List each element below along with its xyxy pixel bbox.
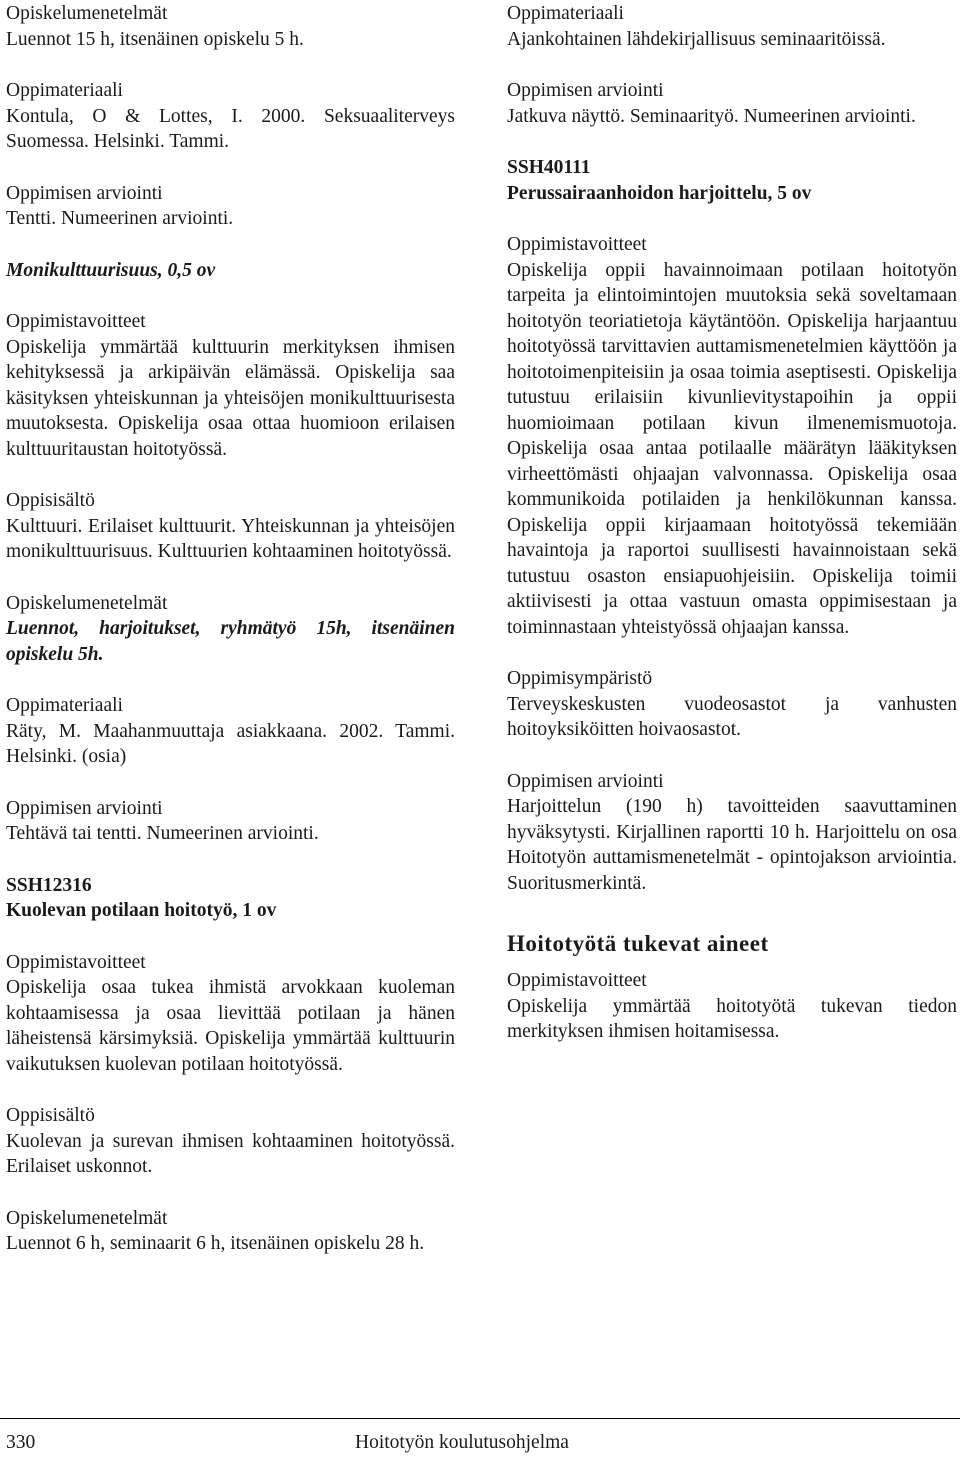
section-text: Ajankohtainen lähdekirjallisuus seminaaritöissä. <box>507 28 886 50</box>
course-title: Monikulttuurisuus, 0,5 ov <box>6 259 216 281</box>
assessment-section <box>507 78 957 129</box>
section-label: Opiskelumenetelmät <box>6 3 168 24</box>
section-label: Oppimistavoitteet <box>507 234 647 255</box>
learning-objectives-section <box>6 309 455 462</box>
section-label: Oppimisen arviointi <box>507 770 664 792</box>
footer-divider <box>0 1418 960 1419</box>
course-title: Perussairaanhoidon harjoittelu, 5 ov <box>507 182 812 204</box>
course-heading <box>507 155 957 206</box>
section-text: Räty, M. Maahanmuuttaja asiakkaana. 2002. Tammi. Helsinki. (osia) <box>6 720 455 767</box>
course-title: Kuolevan potilaan hoitotyö, 1 ov <box>6 900 277 921</box>
running-title: Hoitotyön koulutusohjelma <box>355 1432 569 1453</box>
assessment-section <box>507 769 957 897</box>
section-text: Luennot, harjoitukset, ryhmätyö 15h, itsenäinen opiskelu 5h. <box>6 618 455 665</box>
section-label: Opiskelumenetelmät <box>6 592 168 614</box>
section-label: Oppimateriaali <box>6 695 123 716</box>
section-label: Oppimistavoitteet <box>6 311 146 332</box>
course-code: SSH12316 <box>6 874 92 896</box>
section-text: Kuolevan ja surevan ihmisen kohtaaminen hoitotyössä. Erilaiset uskonnot. <box>6 1130 455 1177</box>
section-label: Oppimisen arviointi <box>6 182 163 204</box>
learning-objectives-section <box>507 232 957 640</box>
section-text: Opiskelija ymmärtää hoitotyötä tukevan tiedon merkityksen ihmisen hoitamisessa. <box>507 995 957 1042</box>
section-text: Terveyskeskusten vuodeosastot ja vanhusten hoitoyksiköitten hoivaosastot. <box>507 693 957 740</box>
section-text: Opiskelija ymmärtää kulttuurin merkityksen ihmisen kehityksessä ja arkipäivän elämässä. Opiskelija saa käsityksen yhteiskunnan ja yhteisöjen monikulttuurisesta muutoksesta. Opiskelija osaa ottaa huomioon erilaisen kulttuuritaustan hoitotyössä. <box>6 336 455 460</box>
course-heading <box>6 873 455 924</box>
section-text: Kontula, O & Lottes, I. 2000. Seksuaaliterveys Suomessa. Helsinki. Tammi. <box>6 105 455 152</box>
section-text: Opiskelija osaa tukea ihmistä arvokkaan kuoleman kohtaamisessa ja osaa lievittää potilaan ja hänen läheistensä kärsimyksiä. Opiskelija ymmärtää kulttuurin vaikutuksen kuolevan potilaan hoitotyössä. <box>6 977 455 1075</box>
section-label: Opiskelumenetelmät <box>6 1207 168 1229</box>
subject-area-heading <box>507 930 957 958</box>
section-label: Oppimateriaali <box>6 80 123 101</box>
section-text: Kulttuuri. Erilaiset kulttuurit. Yhteiskunnan ja yhteisöjen monikulttuurisuus. Kulttuurien kohtaaminen hoitotyössä. <box>6 515 455 562</box>
section-text: Jatkuva näyttö. Seminaarityö. Numeerinen arviointi. <box>507 105 916 127</box>
section-label: Oppimisen arviointi <box>6 797 163 819</box>
section-label: Oppimistavoitteet <box>507 970 647 991</box>
course-material-section <box>6 693 455 770</box>
section-label: Oppimateriaali <box>507 3 624 24</box>
course-material-section <box>507 1 957 52</box>
section-text: Luennot 6 h, seminaarit 6 h, itsenäinen opiskelu 28 h. <box>6 1233 425 1254</box>
learning-objectives-section <box>6 950 455 1078</box>
page-number: 330 <box>6 1432 36 1453</box>
section-label: Oppisisältö <box>6 1105 95 1126</box>
section-text: Tehtävä tai tentti. Numeerinen arviointi. <box>6 823 319 844</box>
section-text: Tentti. Numeerinen arviointi. <box>6 208 234 229</box>
section-label: Oppimisympäristö <box>507 668 653 689</box>
section-text: Harjoittelun (190 h) tavoitteiden saavuttaminen hyväksytysti. Kirjallinen raportti 10 h. Harjoittelu on osa Hoitotyön auttamismenetelmät - opintojakson arviointia. Suoritusmerkintä. <box>507 796 957 894</box>
teaching-methods-section <box>6 591 455 668</box>
subject-area-title: Hoitotyötä tukevat aineet <box>507 931 769 956</box>
course-content-section <box>6 1103 455 1180</box>
assessment-section <box>6 796 455 847</box>
learning-objectives-section <box>507 968 957 1045</box>
section-label: Oppisisältö <box>6 490 95 511</box>
learning-environment-section <box>507 666 957 743</box>
teaching-methods-section <box>6 1206 455 1257</box>
teaching-methods-section <box>6 1 455 52</box>
left-column <box>6 0 455 1283</box>
section-text: Opiskelija oppii havainnoimaan potilaan hoitotyön tarpeita ja elintoimintojen muutoksia sekä soveltamaan hoitotyön teoriatietoja käytäntöön. Opiskelija harjaantuu hoitotyössä tarvittavien auttamismenetelmien käyttöön ja hoitotoimenpiteisiin ja osaa toimia aseptisesti. Opiskelija tutustuu erilaisiin kivunlievitystapoihin ja oppii huomioimaan potilaan kivun ilmenemismuotoja. Opiskelija osaa antaa potilaalle määrätyn lääkityksen virheettömästi ohjaajan valvonnassa. Opiskelija osaa kommunikoida potilaiden ja henkilökunnan kanssa. Opiskelija oppii kirjaamaan hoitotyössä tekemiään havaintoja ja raportoi suullisesti havainnoistaan sekä tutustuu osaston ensiapuohjeisiin. Opiskelija toimii aktiivisesti ja ottaa vastuun omasta oppimisestaan ja toiminnastaan yhteistyössä ohjaajan kanssa. <box>507 259 957 638</box>
section-label: Oppimisen arviointi <box>507 80 664 101</box>
section-text: Luennot 15 h, itsenäinen opiskelu 5 h. <box>6 28 304 50</box>
right-column <box>507 0 957 1071</box>
course-material-section <box>6 78 455 155</box>
course-heading <box>6 258 455 284</box>
course-code: SSH40111 <box>507 157 591 178</box>
section-label: Oppimistavoitteet <box>6 951 146 973</box>
course-content-section <box>6 488 455 565</box>
assessment-section <box>6 181 455 232</box>
